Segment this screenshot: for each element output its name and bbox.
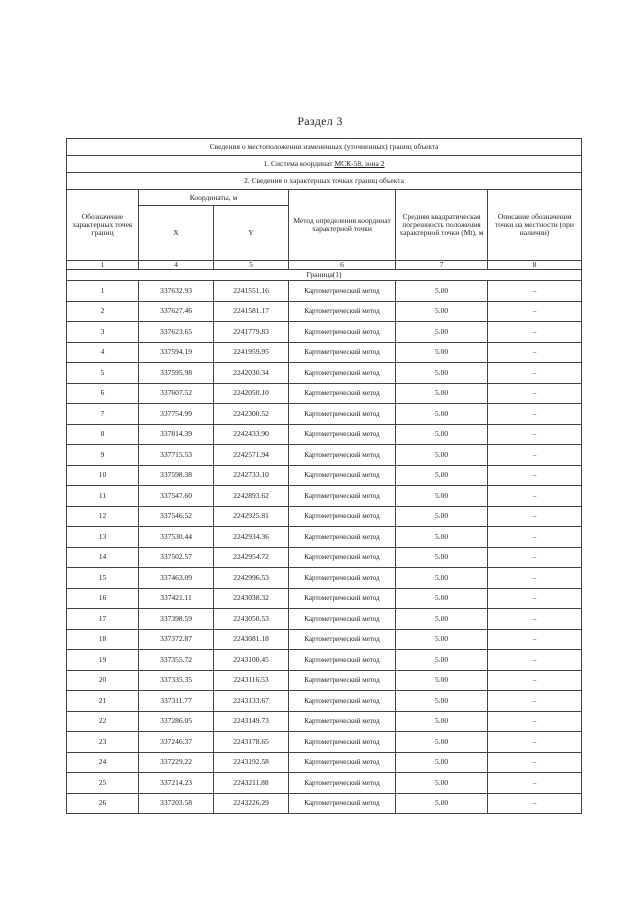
coord-x-cell: 337335.35 (139, 670, 214, 691)
table-row (67, 486, 582, 507)
accuracy-cell: 5.00 (396, 527, 488, 548)
coord-x-cell: 337598.38 (139, 465, 214, 486)
accuracy-cell: 5.00 (396, 711, 488, 732)
accuracy-cell: 5.00 (396, 752, 488, 773)
coord-x-cell: 337607.52 (139, 383, 214, 404)
coord-x-cell: 337715.53 (139, 445, 214, 466)
description-cell: – (488, 752, 582, 773)
table-row (67, 404, 582, 425)
table-row (67, 732, 582, 753)
description-cell: – (488, 486, 582, 507)
coord-y-cell: 2242050.10 (214, 383, 289, 404)
point-number-cell: 9 (67, 445, 139, 466)
description-cell: – (488, 711, 582, 732)
point-number-cell: 26 (67, 793, 139, 814)
accuracy-cell: 5.00 (396, 301, 488, 322)
table-row (67, 547, 582, 568)
section-title: Раздел 3 (297, 114, 343, 128)
point-number-cell: 16 (67, 588, 139, 609)
accuracy-cell: 5.00 (396, 445, 488, 466)
description-cell: – (488, 506, 582, 527)
description-cell: – (488, 773, 582, 794)
description-cell: – (488, 445, 582, 466)
coord-x-cell: 337530.44 (139, 527, 214, 548)
coord-y-cell: 2243050.53 (214, 609, 289, 630)
header-method: Метод определения координат характерной точки (289, 190, 396, 261)
method-cell: Картометрический метод (289, 527, 396, 548)
method-cell: Картометрический метод (289, 486, 396, 507)
description-cell: – (488, 363, 582, 384)
column-number: 5 (214, 261, 289, 270)
table-row (67, 609, 582, 630)
coord-x-cell: 337229.22 (139, 752, 214, 773)
coord-x-cell: 337463.09 (139, 568, 214, 589)
description-cell: – (488, 465, 582, 486)
point-number-cell: 22 (67, 711, 139, 732)
point-number-cell: 15 (67, 568, 139, 589)
table-row (67, 342, 582, 363)
coord-y-cell: 2243211.88 (214, 773, 289, 794)
coord-x-cell: 337214.23 (139, 773, 214, 794)
method-cell: Картометрический метод (289, 445, 396, 466)
point-number-cell: 6 (67, 383, 139, 404)
column-number: 1 (67, 261, 139, 270)
table-row (67, 568, 582, 589)
description-cell: – (488, 547, 582, 568)
description-cell: – (488, 793, 582, 814)
accuracy-cell: 5.00 (396, 670, 488, 691)
coord-x-cell: 337595.98 (139, 363, 214, 384)
coordinate-system-line (67, 156, 582, 173)
method-cell: Картометрический метод (289, 650, 396, 671)
accuracy-cell: 5.00 (396, 773, 488, 794)
table-row (67, 424, 582, 445)
coord-x-cell: 337246.37 (139, 732, 214, 753)
column-number: 7 (396, 261, 488, 270)
method-cell: Картометрический метод (289, 752, 396, 773)
coord-y-cell: 2243116.53 (214, 670, 289, 691)
coord-y-cell: 2242733.10 (214, 465, 289, 486)
accuracy-cell: 5.00 (396, 588, 488, 609)
description-cell: – (488, 281, 582, 302)
accuracy-cell: 5.00 (396, 363, 488, 384)
point-number-cell: 5 (67, 363, 139, 384)
point-number-cell: 7 (67, 404, 139, 425)
accuracy-cell: 5.00 (396, 609, 488, 630)
method-cell: Картометрический метод (289, 588, 396, 609)
table-row (67, 527, 582, 548)
header-description: Описание обозначения точки на местности (при наличии) (488, 190, 582, 261)
header-coordinates: Координаты, м (139, 190, 289, 206)
table-row (67, 711, 582, 732)
coord-x-cell: 337398.59 (139, 609, 214, 630)
description-cell: – (488, 629, 582, 650)
accuracy-cell: 5.00 (396, 424, 488, 445)
coord-x-cell: 337546.52 (139, 506, 214, 527)
accuracy-cell: 5.00 (396, 383, 488, 404)
method-cell: Картометрический метод (289, 383, 396, 404)
description-cell: – (488, 527, 582, 548)
description-cell: – (488, 588, 582, 609)
point-number-cell: 24 (67, 752, 139, 773)
coord-y-cell: 2243133.67 (214, 691, 289, 712)
coord-x-cell: 337547.60 (139, 486, 214, 507)
accuracy-cell: 5.00 (396, 486, 488, 507)
point-number-cell: 25 (67, 773, 139, 794)
column-number: 6 (289, 261, 396, 270)
table-row (67, 465, 582, 486)
coord-y-cell: 2241959.95 (214, 342, 289, 363)
table-row (67, 588, 582, 609)
coord-y-cell: 2243038.32 (214, 588, 289, 609)
description-cell: – (488, 383, 582, 404)
method-cell: Картометрический метод (289, 465, 396, 486)
coord-y-cell: 2243226.29 (214, 793, 289, 814)
description-cell: – (488, 732, 582, 753)
header-accuracy: Средняя квадратическая погрешность положения характерной точки (Mt), м (396, 190, 488, 261)
point-number-cell: 18 (67, 629, 139, 650)
table-row (67, 301, 582, 322)
description-cell: – (488, 691, 582, 712)
coord-x-cell: 337286.05 (139, 711, 214, 732)
method-cell: Картометрический метод (289, 670, 396, 691)
header-designation: Обозначение характерных точек границ (67, 190, 139, 261)
table-row (67, 793, 582, 814)
description-cell: – (488, 301, 582, 322)
coord-x-cell: 337632.93 (139, 281, 214, 302)
method-cell: Картометрический метод (289, 301, 396, 322)
point-number-cell: 2 (67, 301, 139, 322)
coord-x-cell: 337754.99 (139, 404, 214, 425)
table-title: Сведения о местоположении измененных (уточненных) границ объекта (67, 139, 582, 156)
method-cell: Картометрический метод (289, 629, 396, 650)
accuracy-cell: 5.00 (396, 568, 488, 589)
column-number: 4 (139, 261, 214, 270)
accuracy-cell: 5.00 (396, 342, 488, 363)
point-number-cell: 19 (67, 650, 139, 671)
coord-y-cell: 2242300.52 (214, 404, 289, 425)
point-number-cell: 1 (67, 281, 139, 302)
method-cell: Картометрический метод (289, 732, 396, 753)
points-info-line: 2. Сведения о характерных точках границ объекта (67, 173, 582, 190)
accuracy-cell: 5.00 (396, 465, 488, 486)
point-number-cell: 17 (67, 609, 139, 630)
coordinate-system-value: МСК-58, зона 2 (334, 159, 385, 168)
accuracy-cell: 5.00 (396, 629, 488, 650)
table-row (67, 670, 582, 691)
table-row (67, 752, 582, 773)
description-cell: – (488, 650, 582, 671)
accuracy-cell: 5.00 (396, 793, 488, 814)
coord-x-cell: 337355.72 (139, 650, 214, 671)
table-row (67, 322, 582, 343)
method-cell: Картометрический метод (289, 322, 396, 343)
point-number-cell: 13 (67, 527, 139, 548)
method-cell: Картометрический метод (289, 609, 396, 630)
point-number-cell: 11 (67, 486, 139, 507)
method-cell: Картометрический метод (289, 342, 396, 363)
coord-y-cell: 2243178.65 (214, 732, 289, 753)
point-number-cell: 21 (67, 691, 139, 712)
accuracy-cell: 5.00 (396, 404, 488, 425)
accuracy-cell: 5.00 (396, 691, 488, 712)
point-number-cell: 8 (67, 424, 139, 445)
coord-x-cell: 337203.58 (139, 793, 214, 814)
method-cell: Картометрический метод (289, 691, 396, 712)
header-y: Y (214, 206, 289, 261)
point-number-cell: 3 (67, 322, 139, 343)
method-cell: Картометрический метод (289, 773, 396, 794)
method-cell: Картометрический метод (289, 711, 396, 732)
point-number-cell: 12 (67, 506, 139, 527)
table-row (67, 650, 582, 671)
coord-x-cell: 337311.77 (139, 691, 214, 712)
boundary-table (66, 138, 582, 814)
table-row (67, 281, 582, 302)
coord-y-cell: 2243149.73 (214, 711, 289, 732)
table-row (67, 445, 582, 466)
table-row (67, 773, 582, 794)
coord-y-cell: 2242433.90 (214, 424, 289, 445)
description-cell: – (488, 342, 582, 363)
coord-y-cell: 2242954.72 (214, 547, 289, 568)
coord-y-cell: 2242934.36 (214, 527, 289, 548)
method-cell: Картометрический метод (289, 547, 396, 568)
coord-x-cell: 337502.57 (139, 547, 214, 568)
description-cell: – (488, 568, 582, 589)
method-cell: Картометрический метод (289, 793, 396, 814)
accuracy-cell: 5.00 (396, 281, 488, 302)
coord-y-cell: 2241779.83 (214, 322, 289, 343)
coord-y-cell: 2243081.18 (214, 629, 289, 650)
coord-y-cell: 2243192.58 (214, 752, 289, 773)
coord-y-cell: 2242571.94 (214, 445, 289, 466)
accuracy-cell: 5.00 (396, 732, 488, 753)
table-row (67, 629, 582, 650)
method-cell: Картометрический метод (289, 363, 396, 384)
method-cell: Картометрический метод (289, 506, 396, 527)
coord-y-cell: 2242996.53 (214, 568, 289, 589)
coordinate-system-label: 1. Система координат (263, 159, 333, 168)
coord-y-cell: 2242925.81 (214, 506, 289, 527)
coord-y-cell: 2242030.34 (214, 363, 289, 384)
accuracy-cell: 5.00 (396, 547, 488, 568)
method-cell: Картометрический метод (289, 568, 396, 589)
method-cell: Картометрический метод (289, 281, 396, 302)
point-number-cell: 4 (67, 342, 139, 363)
coord-x-cell: 337372.87 (139, 629, 214, 650)
column-number: 8 (488, 261, 582, 270)
table-row (67, 691, 582, 712)
point-number-cell: 23 (67, 732, 139, 753)
method-cell: Картометрический метод (289, 424, 396, 445)
coord-y-cell: 2241551.16 (214, 281, 289, 302)
accuracy-cell: 5.00 (396, 506, 488, 527)
point-number-cell: 20 (67, 670, 139, 691)
coord-y-cell: 2241581.17 (214, 301, 289, 322)
coord-x-cell: 337421.11 (139, 588, 214, 609)
accuracy-cell: 5.00 (396, 650, 488, 671)
description-cell: – (488, 404, 582, 425)
description-cell: – (488, 322, 582, 343)
coord-y-cell: 2243100.45 (214, 650, 289, 671)
accuracy-cell: 5.00 (396, 322, 488, 343)
description-cell: – (488, 424, 582, 445)
coord-x-cell: 337814.39 (139, 424, 214, 445)
coord-x-cell: 337623.65 (139, 322, 214, 343)
point-number-cell: 10 (67, 465, 139, 486)
method-cell: Картометрический метод (289, 404, 396, 425)
description-cell: – (488, 609, 582, 630)
group-label: Граница(1) (67, 270, 582, 281)
coord-x-cell: 337627.46 (139, 301, 214, 322)
header-x: X (139, 206, 214, 261)
coord-y-cell: 2242893.62 (214, 486, 289, 507)
description-cell: – (488, 670, 582, 691)
point-number-cell: 14 (67, 547, 139, 568)
coord-x-cell: 337594.19 (139, 342, 214, 363)
table-row (67, 506, 582, 527)
table-row (67, 383, 582, 404)
table-row (67, 363, 582, 384)
